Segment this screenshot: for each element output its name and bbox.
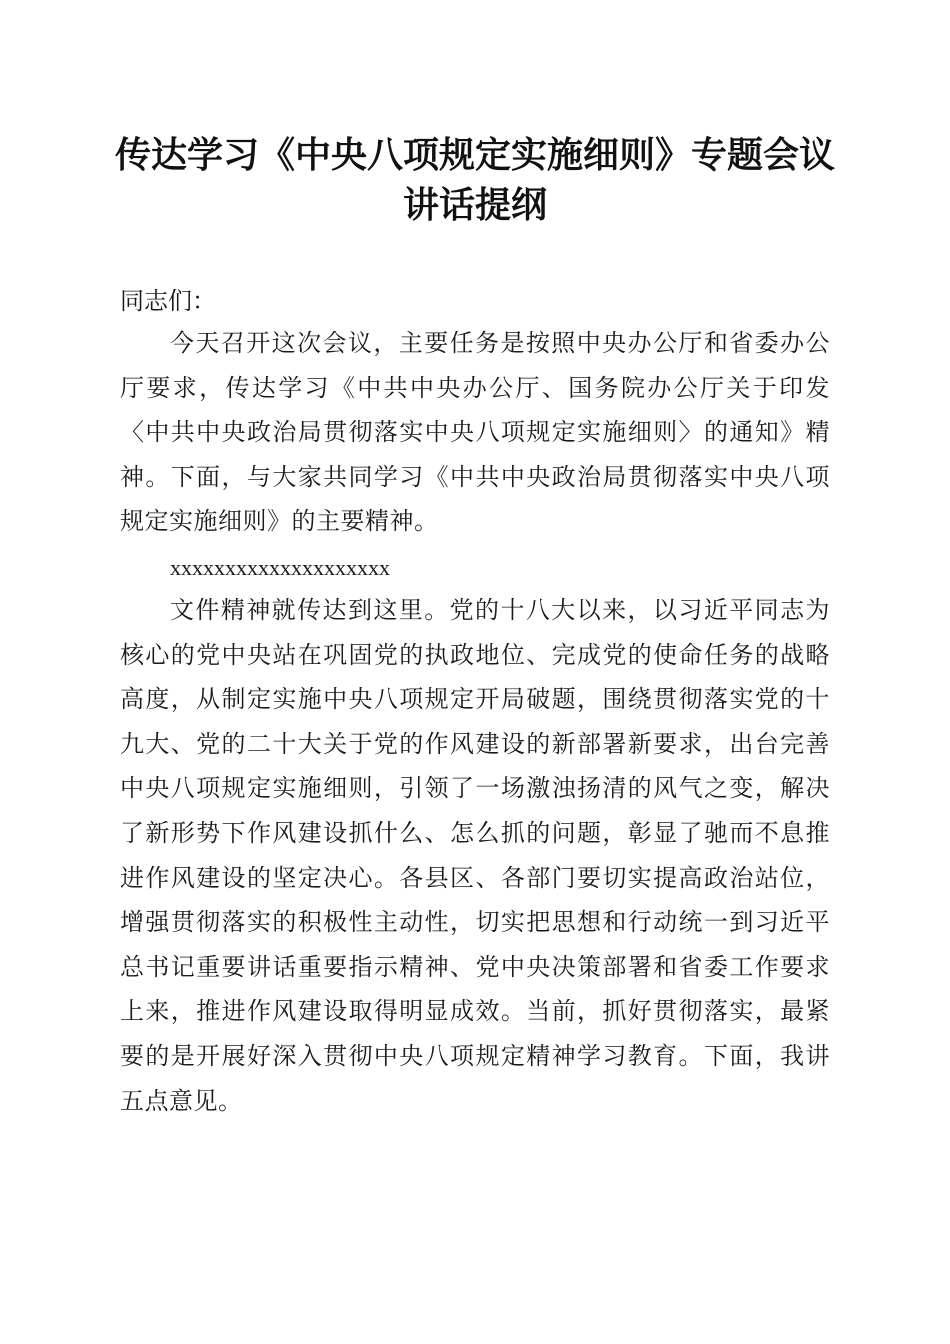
document-title (100, 130, 850, 230)
placeholder-line: xxxxxxxxxxxxxxxxxxxx (170, 555, 390, 580)
salutation: 同志们： (120, 287, 216, 315)
title-line-2: 讲话提纲 (402, 184, 547, 226)
paragraph-intro: 今天召开这次会议，主要任务是按照中央办公厅和省委办公厅要求，传达学习《中共中央办公厅、国务院办公厅关于印发〈中共中央政治局贯彻落实中央八项规定实施细则〉的通知》精神。下面，与大家共同学习《中共中央政治局贯彻落实中央八项规定实施细则》的主要精神。 (120, 329, 830, 536)
title-line-1: 传达学习《中央八项规定实施细则》专题会议 (114, 134, 835, 176)
paragraph-main: 文件精神就传达到这里。党的十八大以来，以习近平同志为核心的党中央站在巩固党的执政地位、完成党的使命任务的战略高度，从制定实施中央八项规定开局破题，围绕贯彻落实党的十九大、党的二十大关于党的作风建设的新部署新要求，出台完善中央八项规定实施细则，引领了一场激浊扬清的风气之变，解决了新形势下作风建设抓什么、怎么抓的问题，彰显了驰而不息推进作风建设的坚定决心。各县区、各部门要切实提高政治站位，增强贯彻落实的积极性主动性，切实把思想和行动统一到习近平总书记重要讲话重要指示精神、党中央决策部署和省委工作要求上来，推进作风建设取得明显成效。当前，抓好贯彻落实，最紧要的是开展好深入贯彻中央八项规定精神学习教育。下面，我讲五点意见。 (120, 596, 830, 1115)
